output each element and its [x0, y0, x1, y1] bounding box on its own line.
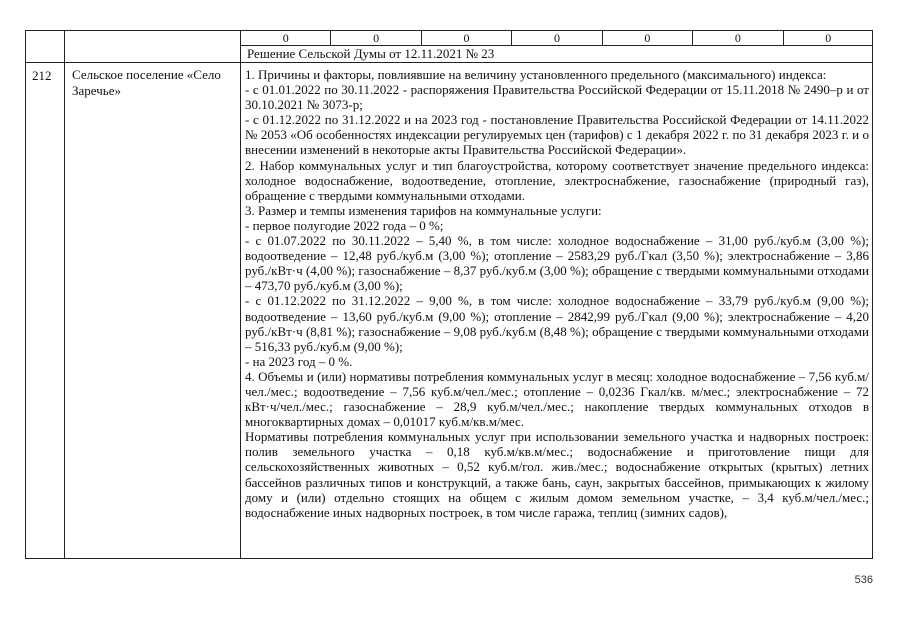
table-cell: 0: [422, 31, 512, 45]
column-divider: [240, 31, 241, 558]
table-cell: 0: [331, 31, 421, 45]
paragraph: - с 01.12.2022 по 31.12.2022 и на 2023 год - постановление Правительства Российской Федерации от 14.11.2022 № 2053 «Об особенностях индексации регулируемых цен (тарифов) с 1 декабря 2022 г. по 31 декабря 2023 г. и о внесении изменений в некоторые акты Правительства Российской Федерации».: [245, 112, 869, 158]
settlement-name: Сельское поселение «Село Заречье»: [72, 67, 221, 98]
table-cell: 0: [603, 31, 693, 45]
paragraph: - с 01.07.2022 по 30.11.2022 – 5,40 %, в том числе: холодное водоснабжение – 31,00 руб./куб.м (3,00 %); водоотведение – 12,48 руб./куб.м (3,00 %); отопление – 2583,29 руб./Гкал (3,50 %); электроснабжение – 3,86 руб./кВт·ч (4,00 %); газоснабжение – 8,37 руб./куб.м (3,00 %); обращение с твердыми коммунальными отходами – 473,70 руб./куб.м (3,00 %);: [245, 233, 869, 294]
paragraph: 3. Размер и темпы изменения тарифов на коммунальные услуги:: [245, 202, 602, 218]
paragraph: Нормативы потребления коммунальных услуг при использовании земельного участка и надворных построек: полив земельного участка – 0,18 куб.м/кв.м/мес.; водоснабжение и приготовление пищи для сельскохозяйственных животных – 0,52 куб.м/гол. жив./мес.; водоснабжение открытых (крытых) летних бассейнов различных типов и конструкций, а также бань, саун, закрытых бассейнов, примыкающих к жилому дому и (или) отдельно стоящих на общем с жилым домом земельном участке, – 3,4 куб.м/чел./мес.; водоснабжение иных надворных построек, в том числе гаража, теплиц (зимних садов),: [245, 429, 869, 520]
paragraph: 2. Набор коммунальных услуг и тип благоустройства, которому соответствует значение предельного индекса: холодное водоснабжение, водоотведение, отопление, электроснабжение, газоснабжение (природный газ), обращение с твердыми коммунальными отходами.: [245, 157, 869, 203]
paragraph: - первое полугодие 2022 года – 0 %;: [245, 217, 444, 233]
paragraph: - с 01.12.2022 по 31.12.2022 – 9,00 %, в том числе: холодное водоснабжение – 33,79 руб./куб.м (9,00 %); водоотведение – 13,60 руб./куб.м (9,00 %); отопление – 2842,99 руб./Гкал (9,00 %); электроснабжение – 4,20 руб./кВт·ч (8,81 %); газоснабжение – 9,08 руб./куб.м (8,48 %); обращение с твердыми коммунальными отходами – 516,33 руб./куб.м (9,00 %);: [245, 293, 869, 354]
column-divider: [64, 31, 65, 558]
paragraph: 4. Объемы и (или) нормативы потребления коммунальных услуг в месяц: холодное водоснабжение – 7,56 куб.м/чел./мес.; водоотведение – 7,56 куб.м/чел./мес.; отопление – 0,0236 Гкал/кв. м/мес.; электроснабжение – 72 кВт·ч/чел./мес.; газоснабжение – 28,9 куб.м/чел./мес.; накопление твердых коммунальных отходов в многоквартирных домах – 0,01017 куб.м/кв.м/мес.: [245, 368, 869, 430]
row-number: 212: [32, 68, 52, 83]
paragraph: - с 01.01.2022 по 30.11.2022 - распоряжения Правительства Российской Федерации от 15.11.2018 № 2490–р и от 30.10.2021 № 3073-р;: [245, 82, 869, 113]
table-cell: 0: [825, 31, 832, 45]
indicator-values-row: [241, 31, 873, 45]
paragraph: 1. Причины и факторы, повлиявшие на величину установленного предельного (максимального) индекса:: [245, 67, 827, 82]
table-cell: 0: [512, 31, 602, 45]
row-divider: [26, 62, 872, 63]
table-cell: 0: [241, 31, 331, 45]
table-cell: 0: [693, 31, 783, 45]
paragraph: - на 2023 год – 0 %.: [245, 353, 353, 369]
decision-reference: Решение Сельской Думы от 12.11.2021 № 23: [247, 46, 495, 61]
table: [25, 30, 873, 559]
page-number: 536: [854, 574, 873, 586]
justification-text: [245, 67, 869, 520]
